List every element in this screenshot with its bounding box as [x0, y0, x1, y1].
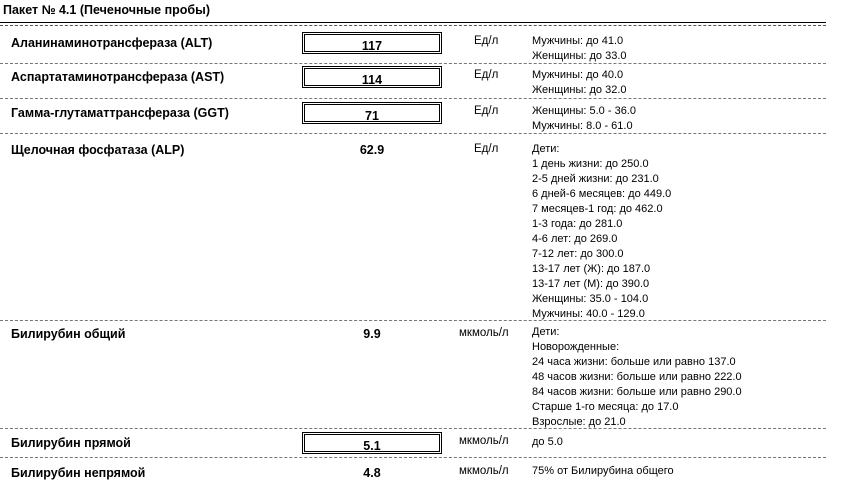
- reference-line: Мужчины: до 40.0: [532, 69, 624, 81]
- reference-line: 7-12 лет: до 300.0: [532, 248, 624, 260]
- panel-title: Пакет № 4.1 (Печеночные пробы): [3, 3, 210, 17]
- reference-line: до 5.0: [532, 436, 563, 448]
- reference-line: Мужчины: 40.0 - 129.0: [532, 308, 645, 320]
- reference-line: 48 часов жизни: больше или равно 222.0: [532, 371, 742, 383]
- row-divider: [0, 98, 826, 99]
- reference-range: [532, 325, 742, 430]
- test-name: Щелочная фосфатаза (ALP): [11, 143, 185, 157]
- row-divider: [0, 63, 826, 64]
- reference-range: [532, 142, 671, 322]
- result-value: 9.9: [363, 327, 381, 341]
- reference-line: 7 месяцев-1 год: до 462.0: [532, 203, 663, 215]
- reference-line: 75% от Билирубина общего: [532, 465, 674, 477]
- unit: мкмоль/л: [459, 435, 509, 447]
- result-value-flagged: 117: [302, 32, 442, 54]
- reference-line: 84 часов жизни: больше или равно 290.0: [532, 386, 742, 398]
- reference-line: 6 дней-6 месяцев: до 449.0: [532, 188, 672, 200]
- header-divider-dashed: [0, 25, 826, 26]
- test-name: Билирубин непрямой: [11, 466, 146, 480]
- row-divider: [0, 320, 826, 321]
- unit: Ед/л: [474, 105, 499, 117]
- result-value-flagged: 71: [302, 102, 442, 124]
- row-divider: [0, 457, 826, 458]
- reference-line: Женщины: до 32.0: [532, 84, 627, 96]
- header-divider: [0, 22, 826, 23]
- unit: Ед/л: [474, 69, 499, 81]
- test-name: Аланинаминотрансфераза (ALT): [11, 36, 213, 50]
- reference-line: 24 часа жизни: больше или равно 137.0: [532, 356, 736, 368]
- reference-line: Взрослые: до 21.0: [532, 416, 626, 428]
- reference-line: 1 день жизни: до 250.0: [532, 158, 649, 170]
- reference-line: Старше 1-го месяца: до 17.0: [532, 401, 679, 413]
- reference-line: Женщины: 5.0 - 36.0: [532, 105, 636, 117]
- result-value-flagged: 5.1: [302, 432, 442, 454]
- reference-range: [532, 34, 627, 64]
- test-name: Аспартатаминотрансфераза (AST): [11, 70, 225, 84]
- reference-line: Женщины: 35.0 - 104.0: [532, 293, 649, 305]
- reference-line: Новорожденные:: [532, 341, 620, 353]
- reference-line: 13-17 лет (Ж): до 187.0: [532, 263, 651, 275]
- reference-line: 2-5 дней жизни: до 231.0: [532, 173, 659, 185]
- reference-range: [532, 435, 563, 450]
- reference-range: [532, 104, 636, 134]
- reference-range: [532, 68, 627, 98]
- test-name: Билирубин прямой: [11, 436, 131, 450]
- reference-line: 13-17 лет (М): до 390.0: [532, 278, 650, 290]
- unit: Ед/л: [474, 35, 499, 47]
- reference-line: Дети:: [532, 326, 560, 338]
- reference-line: 1-3 года: до 281.0: [532, 218, 623, 230]
- result-value: 4.8: [363, 466, 381, 480]
- reference-line: Женщины: до 33.0: [532, 50, 627, 62]
- result-value-flagged: 114: [302, 66, 442, 88]
- reference-line: Дети:: [532, 143, 560, 155]
- unit: мкмоль/л: [459, 327, 509, 339]
- unit: мкмоль/л: [459, 465, 509, 477]
- unit: Ед/л: [474, 143, 499, 155]
- test-name: Билирубин общий: [11, 327, 126, 341]
- row-divider: [0, 428, 826, 429]
- reference-line: Мужчины: 8.0 - 61.0: [532, 120, 633, 132]
- test-name: Гамма-глутаматтрансфераза (GGT): [11, 106, 229, 120]
- reference-line: 4-6 лет: до 269.0: [532, 233, 618, 245]
- row-divider: [0, 133, 826, 134]
- reference-range: [532, 464, 674, 479]
- result-value: 62.9: [359, 143, 385, 157]
- reference-line: Мужчины: до 41.0: [532, 35, 624, 47]
